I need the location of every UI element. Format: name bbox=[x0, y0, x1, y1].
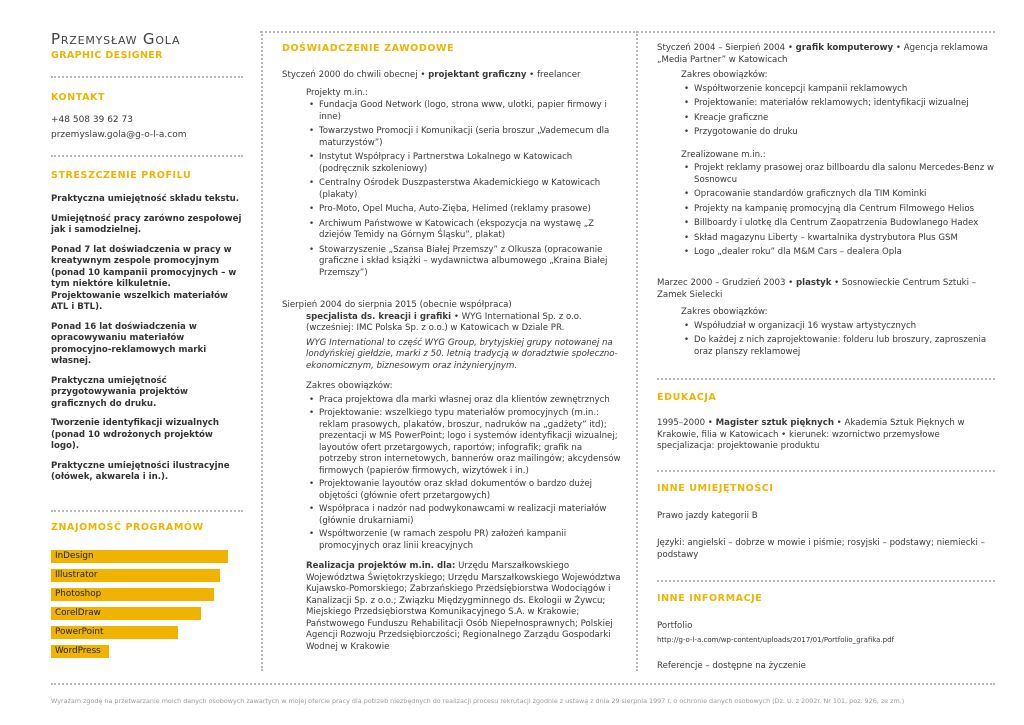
duties-title: Zakres obowiązków: bbox=[306, 381, 393, 391]
skill-bar-powerpoint: PowerPoint bbox=[51, 626, 178, 639]
top-divider bbox=[260, 31, 995, 33]
job-media-partner bbox=[657, 43, 997, 259]
column-divider-1 bbox=[261, 31, 263, 671]
job-wyg bbox=[282, 300, 622, 653]
list-item: • Współpraca i nadzór nad podwykonawcami w realizacji materiałów (głównie drukarniami) bbox=[312, 504, 622, 527]
profile-item: Tworzenie identyfikacji wizualnych (ponad 10 wdrożonych projektów logo). bbox=[51, 418, 220, 451]
projects-list bbox=[304, 100, 622, 279]
duties-list bbox=[679, 321, 997, 359]
candidate-role: GRAPHIC DESIGNER bbox=[51, 50, 163, 61]
right-divider-3 bbox=[657, 580, 995, 582]
profile-item: Umiejętność pracy zarówno zespołowej jak i samodzielnej. bbox=[51, 213, 242, 235]
section-inne-umiejetnosci: INNE UMIEJĘTNOŚCI bbox=[657, 483, 774, 494]
list-item: • Projekty na kampanię promocyjną dla Centrum Filmowego Helios bbox=[687, 204, 997, 216]
list-item: • Opracowanie standardów graficznych dla TIM Kominki bbox=[687, 189, 997, 201]
profile-item: Ponad 7 lat doświadczenia w pracy w kreatywnym zespole promocyjnym (ponad 10 kampanii promocyjnych – w tym niektóre kilkuletnie. Projektowanie wszelkich materiałów ATL i BTL). bbox=[51, 244, 237, 312]
list-item: • Przygotowanie do druku bbox=[687, 127, 997, 139]
job-freelancer bbox=[282, 70, 622, 279]
list-item: • Stowarzyszenie „Szansa Białej Przemszy” z Olkusza (opracowanie graficzne i skład książki – wydawnictwa albumowego „Kraina Białej Przemszy”) bbox=[312, 245, 622, 280]
skill-bar-coreldraw: CorelDraw bbox=[51, 607, 201, 620]
list-item: • Skład magazynu Liberty – kwartalnika dystrybutora Plus GSM bbox=[687, 233, 997, 245]
done-title: Zrealizowane m.in.: bbox=[681, 149, 766, 160]
list-item: • Projektowanie layoutów oraz skład dokumentów o bardzo dużej objętości (głównie ofert przetargowych) bbox=[312, 479, 622, 502]
skill-bar-indesign: InDesign bbox=[51, 550, 228, 563]
portfolio-link[interactable]: http://g-o-l-a.com/wp-content/uploads/2017/01/Portfolio_grafika.pdf bbox=[657, 636, 895, 644]
list-item: • Centralny Ośrodek Duszpasterstwa Akademickiego w Katowicach (plakaty) bbox=[312, 178, 622, 201]
languages: Języki: angielski – dobrze w mowie i piśmie; rosyjski – podstawy; niemiecki – podstawy bbox=[657, 538, 985, 560]
section-inne-informacje: INNE INFORMACJE bbox=[657, 593, 763, 604]
list-item: • Billboardy i ulotkę dla Centrum Zaopatrzenia Budowlanego Hadex bbox=[687, 218, 997, 230]
profile-item: Praktyczna umiejętność składu tekstu. bbox=[51, 194, 240, 204]
list-item: • Projektowanie: wszelkiego typu materiałów promocyjnych (m.in.: reklam prasowych, plakatów, broszur, nadruków na „gadżety” itd); prezentacji w MS PowerPoint; logo i systemów identyfikacji wizualnej; layoutów ofert przetargowych, raportów; infografik; grafik na potrzeby stron internetowych, bannerów oraz mailingów; akcydensów firmowych (papierów firmowych, wizytówek i in.) bbox=[312, 408, 622, 477]
job-heading: Styczeń 2004 – Sierpień 2004 • grafik komputerowy • Agencja reklamowa „Media Partner” w Katowicach bbox=[657, 43, 989, 65]
duties-list bbox=[679, 84, 997, 139]
job-sielecki bbox=[657, 278, 997, 358]
projects-title: Projekty m.in.: bbox=[306, 87, 369, 98]
section-kontakt: KONTAKT bbox=[51, 92, 106, 103]
references: Referencje – dostępne na życzenie bbox=[657, 661, 806, 671]
contact-block bbox=[51, 115, 243, 141]
duties-title: Zakres obowiązków: bbox=[681, 307, 768, 317]
profile-item: Praktyczna umiejętność przygotowywania projektów graficznych do druku. bbox=[51, 375, 188, 409]
skill-bar-photoshop: Photoshop bbox=[51, 588, 214, 601]
duties-title: Zakres obowiązków: bbox=[681, 70, 768, 80]
list-item: • Projektowanie: materiałów reklamowych; identyfikacji wizualnej bbox=[687, 98, 997, 110]
contact-email[interactable]: przemyslaw.gola@g-o-l-a.com bbox=[51, 129, 187, 140]
list-item: • Do każdej z nich zaprojektowanie: folderu lub broszury, zaproszenia oraz planszy reklamowej bbox=[687, 335, 997, 358]
section-programy: ZNAJOMOŚĆ PROGRAMÓW bbox=[51, 522, 204, 533]
gdpr-consent: Wyrażam zgodę na przetwarzanie moich danych osobowych zawartych w mojej ofercie pracy dla potrzeb niezbędnych do realizacji procesu rekrutacji zgodnie z ustawą z dnia 29 sierpnia 1997 r. o ochronie danych osobowych (Dz. U. z 2002r. Nr 101, poz. 926, ze zm.) bbox=[51, 697, 905, 705]
education-entry: 1995–2000 • Magister sztuk pięknych • Akademia Sztuk Pięknych w Krakowie, filia w Katowicach • kierunek: wzornictwo przemysłowe specjalizacja: projektowanie produktu bbox=[657, 418, 965, 451]
realizations: Realizacja projektów m.in. dla: Urzędu Marszałkowskiego Województwa Świętokrzyskiego; Urzędu Marszałkowskiego Województwa Kujawsko-Pomorskiego; Zabrzańskiego Przedsiębiorstwa Wodociągów i Kanalizacji Sp. z o.o.; Związku Międzygminnego ds. Ekologii w Żywcu; Miejskiego Przedsiębiorstwa Komunikacyjnego S.A. w Krakowie; Państwowego Funduszu Rehabilitacji Osób Niepełnosprawnych; Polskiej Agencji Rozwoju Przedsiębiorczości; Regionalnego Zarządu Gospodarki Wodnej w Krakowie bbox=[306, 561, 621, 652]
job-period: Sierpień 2004 do sierpnia 2015 (obecnie współpraca) bbox=[282, 300, 512, 310]
skill-bar-wordpress: WordPress bbox=[51, 645, 109, 658]
list-item: • Logo „dealer roku” dla M&M Cars – dealera Opla bbox=[687, 247, 997, 259]
left-divider-2 bbox=[51, 155, 243, 157]
job-heading: Marzec 2000 – Grudzień 2003 • plastyk • Sosnowieckie Centrum Sztuki – Zamek Sielecki bbox=[657, 278, 977, 300]
list-item: • Fundacja Good Network (logo, strona www, ulotki, papier firmowy i inne) bbox=[312, 100, 622, 123]
skill-bar-illustrator: Illustrator bbox=[51, 569, 220, 582]
list-item: • Pro-Moto, Opel Mucha, Auto-Zięba, Helimed (reklamy prasowe) bbox=[312, 204, 622, 216]
duties-list bbox=[304, 395, 622, 553]
job-heading: Styczeń 2000 do chwili obecnej • projektant graficzny • freelancer bbox=[282, 70, 581, 80]
list-item: • Projekt reklamy prasowej oraz billboardu dla salonu Mercedes-Benz w Sosnowcu bbox=[687, 163, 997, 186]
portfolio-label: Portfolio bbox=[657, 621, 693, 631]
list-item: • Współudział w organizacji 16 wystaw artystycznych bbox=[687, 321, 997, 333]
list-item: • Instytut Współpracy i Partnerstwa Lokalnego w Katowicach (podręcznik szkoleniowy) bbox=[312, 152, 622, 175]
list-item: • Praca projektowa dla marki własnej oraz dla klientów zewnętrznych bbox=[312, 395, 622, 407]
column-divider-2 bbox=[636, 31, 638, 671]
footer-divider bbox=[51, 683, 995, 685]
list-item: • Archiwum Państwowe w Katowicach (ekspozycja na wystawę „Z dziejów Temidy na Górnym Śląsku”, plakat) bbox=[312, 219, 622, 242]
candidate-name: Przemysław Gola bbox=[51, 30, 181, 48]
list-item: • Kreacje graficzne bbox=[687, 113, 997, 125]
list-item: • Współtworzenie koncepcji kampanii reklamowych bbox=[687, 84, 997, 96]
section-edukacja: EDUKACJA bbox=[657, 392, 717, 403]
profile-summary bbox=[51, 194, 243, 484]
contact-phone: +48 508 39 62 73 bbox=[51, 115, 133, 125]
profile-item: Ponad 16 lat doświadczenia w opracowywaniu materiałów promocyjno-reklamowych marki własnej. bbox=[51, 321, 207, 366]
company-description: WYG International to część WYG Group, brytyjskiej grupy notowanej na londyńskiej giełdzie, marki z 50. letnią tradycją w doradztwie społeczno-ekonomicznym, biznesowym oraz inżynieryjnym. bbox=[306, 337, 618, 371]
profile-item: Praktyczne umiejętności ilustracyjne (ołówek, akwarela i in.). bbox=[51, 460, 230, 482]
right-divider-2 bbox=[657, 470, 995, 472]
job-heading: specjalista ds. kreacji i grafiki • WYG International Sp. z o.o. (wcześniej: IMC Polska Sp. z o.o.) w Katowicach w Dziale PR. bbox=[306, 311, 582, 333]
list-item: • Towarzystwo Promocji i Komunikacji (seria broszur „Vademecum dla maturzystów”) bbox=[312, 126, 622, 149]
left-divider-1 bbox=[51, 76, 243, 78]
right-divider-1 bbox=[657, 378, 995, 380]
driving-licence: Prawo jazdy kategorii B bbox=[657, 511, 758, 521]
section-profil: STRESZCZENIE PROFILU bbox=[51, 170, 192, 181]
list-item: • Współtworzenie (w ramach zespołu PR) założeń kampanii promocyjnych oraz linii kreacyjnych bbox=[312, 529, 622, 552]
section-doswiadczenie: DOŚWIADCZENIE ZAWODOWE bbox=[282, 43, 455, 54]
left-divider-3 bbox=[51, 510, 243, 512]
done-list bbox=[679, 163, 997, 259]
